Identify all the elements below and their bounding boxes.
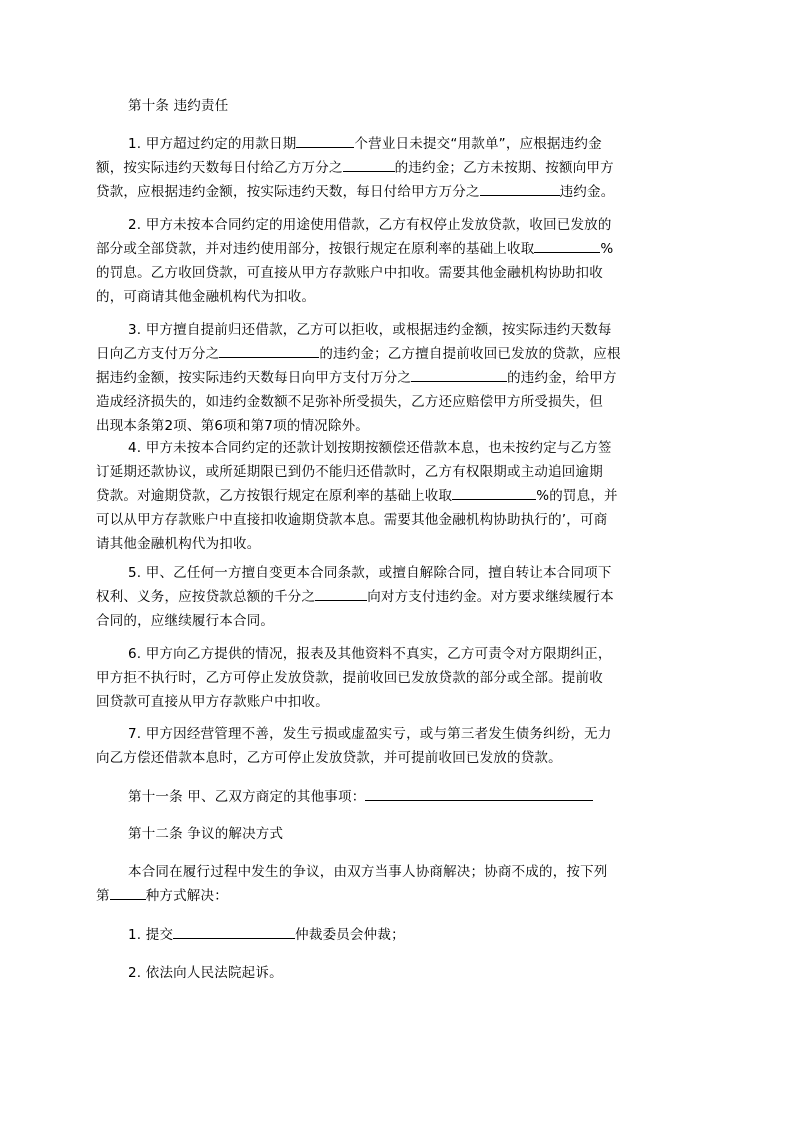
clause-text: 第: [96, 888, 110, 904]
clause-text: 的违约金；乙方擅自提前收回已发放的贷款，应根: [319, 346, 621, 362]
clause-text: 5. 甲、乙任何一方擅自变更本合同条款，或擅自解除合同，擅自转让本合同项下: [128, 565, 612, 581]
clause-text: 出现本条第2项、第6项和第7项的情况除外。: [96, 418, 369, 434]
clause-text: 6. 甲方向乙方提供的情况，报表及其他资料不真实，乙方可责令对方限期纠正，: [128, 646, 612, 662]
clause-text: 7. 甲方因经营管理不善，发生亏损或虚盈实亏，或与第三者发生债务纠纷，无力: [128, 726, 612, 742]
clause-text: 本合同在履行过程中发生的争议，由双方当事人协商解决；协商不成的，按下列: [128, 864, 608, 880]
fill-blank[interactable]: [480, 180, 560, 196]
clause-text: 种方式解决：: [145, 888, 228, 904]
clause-text: 造成经济损失的，如违约金数额不足弥补所受损失，乙方还应赔偿甲方所受损失，但: [96, 394, 603, 410]
clause-text: 的违约金，给甲方: [507, 370, 617, 386]
clause-text: 的罚息。乙方收回贷款，可直接从甲方存款账户中扣收。需要其他金融机构协助扣收: [96, 265, 603, 281]
clause-text: 合同的，应继续履行本合同。: [96, 613, 275, 629]
clause-10-3: [96, 318, 702, 438]
dispute-option-1: [128, 923, 734, 947]
clause-text: 可以从甲方存款账户中直接扣收逾期贷款本息。需要其他金融机构协助执行的’，可商: [96, 512, 608, 528]
clause-10-4: [96, 436, 702, 556]
fill-blank[interactable]: [534, 237, 600, 253]
clause-text: 4. 甲方未按本合同约定的还款计划按期按额偿还借款本息，也未按约定与乙方签: [128, 440, 612, 456]
clause-text: 贷款，应根据违约金额，按实际违约天数，每日付给甲方万分之: [96, 184, 480, 200]
clause-text: 向对方支付违约金。对方要求继续履行本: [367, 589, 614, 605]
fill-blank[interactable]: [411, 366, 507, 382]
fill-blank[interactable]: [452, 484, 536, 500]
fill-blank[interactable]: [110, 884, 146, 900]
heading-text: 第十一条 甲、乙双方商定的其他事项：: [128, 789, 366, 805]
article-10-heading: 第十条 违约责任: [128, 98, 229, 114]
clause-text: 日向乙方支付万分之: [96, 346, 220, 362]
arbitration-committee-blank[interactable]: [173, 923, 295, 939]
clause-text: 甲方拒不执行时，乙方可停止发放贷款，提前收回已发放贷款的部分或全部。提前收: [96, 670, 603, 686]
clause-10-7: [96, 722, 702, 770]
clause-10-6: [96, 642, 702, 714]
clause-text: 部分或全部贷款，并对违约使用部分，按银行规定在原利率的基础上收取: [96, 241, 535, 257]
clause-10-2: [96, 213, 702, 309]
clause-text: 的违约金；乙方未按期、按额向甲方: [394, 160, 614, 176]
article-12-heading: 第十二条 争议的解决方式: [128, 826, 284, 842]
fill-blank[interactable]: [219, 342, 319, 358]
other-matters-blank[interactable]: [365, 785, 593, 801]
clause-text: 权利、义务，应按贷款总额的千分之: [96, 589, 316, 605]
clause-10-5: [96, 561, 702, 633]
clause-text: 仲裁委员会仲裁；: [295, 927, 405, 943]
clause-text: 贷款。对逾期贷款，乙方按银行规定在原利率的基础上收取: [96, 488, 453, 504]
clause-text: 个营业日未提交“用款单”，应根据违约金: [354, 136, 602, 152]
clause-text: 回贷款可直接从甲方存款账户中扣收。: [96, 694, 329, 710]
clause-text: 向乙方偿还借款本息时，乙方可停止发放贷款，并可提前收回已发放的贷款。: [96, 750, 562, 766]
clause-text: 3. 甲方擅自提前归还借款，乙方可以拒收，或根据违约金额，按实际违约天数每: [128, 322, 612, 338]
clause-text: 1. 提交: [128, 927, 174, 943]
dispute-intro: [96, 860, 702, 908]
clause-text: %: [600, 241, 614, 257]
clause-text: 订延期还款协议，或所延期限已到仍不能归还借款时，乙方有权限期或主动追回逾期: [96, 464, 603, 480]
clause-text: 2. 甲方未按本合同约定的用途使用借款，乙方有权停止发放贷款，收回已发放的: [128, 217, 612, 233]
clause-text: 的，可商请其他金融机构代为扣收。: [96, 289, 316, 305]
fill-blank[interactable]: [296, 132, 354, 148]
dispute-option-2: 2. 依法向人民法院起诉。: [128, 965, 283, 981]
clause-10-1: [96, 132, 702, 204]
clause-text: 1. 甲方超过约定的用款日期: [128, 136, 297, 152]
fill-blank[interactable]: [315, 585, 367, 601]
clause-text: 请其他金融机构代为扣收。: [96, 536, 261, 552]
article-11-heading: [128, 785, 734, 809]
clause-text: 违约金。: [559, 184, 615, 200]
fill-blank[interactable]: [343, 156, 395, 172]
clause-text: 据违约金额，按实际违约天数每日向甲方支付万分之: [96, 370, 412, 386]
clause-text: %的罚息，并: [536, 488, 618, 504]
clause-text: 额，按实际违约天数每日付给乙方万分之: [96, 160, 343, 176]
